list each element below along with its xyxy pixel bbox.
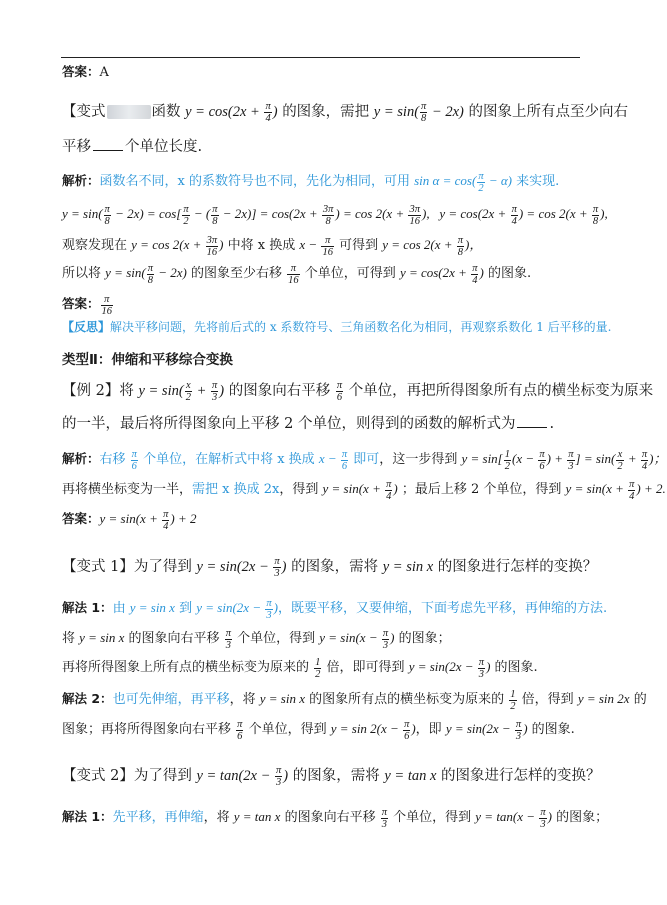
math-formula: y = sin( $\frac{\pi}{8}$ − 2x)	[373, 101, 464, 125]
observe-line: 观察发现在 y = cos 2(x + $\frac{3\pi}{16}$ ) 中将 x 换成 x − $\frac{\pi}{16}$ 可得到 y = cos 2(x + $\frac{\pi}{8}$ )，	[62, 234, 483, 258]
answer-label: 答案：	[62, 296, 100, 311]
method-label: 解法 1：	[62, 809, 113, 824]
derivation-line	[62, 203, 608, 227]
header-rule	[61, 57, 580, 58]
answer-1-line: 答案： $\frac{\pi}{16}$	[62, 293, 113, 317]
method-label: 解法 2：	[62, 691, 113, 706]
example-tag: 【例 2】	[62, 383, 120, 399]
example-2-line-1: 【例 2】将 y = sin( $\frac{x}{2}$ + $\frac{\pi}{3}$ ) 的图象向右平移 $\frac{\pi}{6}$ 个单位，再把所得图象所有点的横坐标变为原来	[62, 380, 654, 404]
variant-line-1: 【变式 函数 y = cos(2x + $\frac{\pi}{4}$ ) 的图象，需把 y = sin( $\frac{\pi}{8}$ − 2x) 的图象上所有点至少向右	[62, 101, 628, 125]
variant-2-line: 【变式 2】为了得到 y = tan(2x − $\frac{\pi}{3}$ ) 的图象，需将 y = tan x 的图象进行怎样的变换？	[62, 765, 601, 789]
solution-label: 解析：	[62, 451, 100, 466]
variant-tag: 【变式 2】	[62, 768, 134, 784]
method-2-line-2: 图象；再将所得图象向右平移 $\frac{\pi}{6}$ 个单位，得到 y = sin 2(x − $\frac{\pi}{6}$ )，即 y = sin(2x − $\frac{\pi}{3}$ ) 的图象.	[62, 718, 575, 742]
variant-tag: 【变式 1】	[62, 559, 134, 575]
method-1-line-3: 再将所得图象上所有点的横坐标变为原来的 $\frac{1}{2}$ 倍，即可得到 y = sin(2x − $\frac{\pi}{3}$ ) 的图象.	[62, 656, 538, 680]
method-label: 解法 1：	[62, 600, 113, 615]
solution-label: 解析：	[62, 173, 100, 188]
redacted-block	[107, 105, 151, 119]
variant-line-2: 平移 个单位长度.	[62, 136, 202, 158]
solution-2-line-1: 解析：右移 $\frac{\pi}{6}$ 个单位，在解析式中将 x 换成 x − $\frac{\pi}{6}$ 即可，这一步得到 y = sin[ $\frac{1}{2}$ (x − $\frac{\pi}{6}$ ) + $\frac{\pi}{3}$ ] = sin( $\frac{x}{2}$ + $\frac{\pi}{4}$ )；	[62, 448, 667, 472]
example-2-line-2: 的一半，最后将所得图象向上平移 2 个单位，则得到的函数的解析式为 .	[62, 413, 554, 435]
math-formula: y = cos(2x + $\frac{\pi}{4}$ )	[185, 101, 278, 125]
reflection-label: 【反思】	[62, 320, 111, 334]
answer-2-line: 答案：y = sin(x + $\frac{\pi}{4}$ ) + 2	[62, 508, 197, 532]
fill-blank	[517, 413, 547, 428]
reflection-line: 【反思】解决平移问题，先将前后式的 x 系数符号、三角函数名化为相同，再观察系数化 1 后平移的量.	[62, 320, 612, 334]
answer-value: A	[99, 65, 109, 80]
method-2-line-1: 解法 2：也可先伸缩，再平移，将 y = sin x 的图象所有点的横坐标变为原来的 $\frac{1}{2}$ 倍，得到 y = sin 2x 的	[62, 688, 647, 712]
method-1-line-1: 解法 1：由 y = sin x 到 y = sin(2x − $\frac{\pi}{3}$ )，既要平移，又要伸缩，下面考虑先平移，再伸缩的方法.	[62, 597, 608, 621]
math-formula: y = sin( $\frac{\pi}{8}$ − 2x) = cos[ $\frac{\pi}{2}$ − ( $\frac{\pi}{8}$ − 2x)] = cos(2x + $\frac{3\pi}{8}$ ) = cos 2(x + $\frac{3\pi}{16}$ ), y = cos(2x + $\frac{\pi}{4}$ ) = cos 2(x + $\frac{\pi}{8}$ ),	[62, 203, 608, 227]
math-formula: sin α = cos( $\frac{\pi}{2}$ − α)	[414, 170, 513, 194]
method-3-line-1: 解法 1：先平移，再伸缩，将 y = tan x 的图象向右平移 $\frac{\pi}{3}$ 个单位，得到 y = tan(x − $\frac{\pi}{3}$ ) 的图象；	[62, 806, 609, 830]
answer-label: 答案：	[62, 64, 100, 79]
answer-label: 答案：	[62, 511, 100, 526]
variant-1-line: 【变式 1】为了得到 y = sin(2x − $\frac{\pi}{3}$ ) 的图象，需将 y = sin x 的图象进行怎样的变换？	[62, 556, 598, 580]
answer-line	[62, 61, 109, 84]
variant-tag: 【变式	[62, 104, 106, 120]
method-1-line-2: 将 y = sin x 的图象向右平移 $\frac{\pi}{3}$ 个单位，得到 y = sin(x − $\frac{\pi}{3}$ ) 的图象；	[62, 627, 451, 651]
fill-blank	[93, 136, 123, 151]
conclusion-line: 所以将 y = sin( $\frac{\pi}{8}$ − 2x) 的图象至少右移 $\frac{\pi}{16}$ 个单位，可得到 y = cos(2x + $\frac{\pi}{4}$ ) 的图象.	[62, 262, 532, 286]
solution-hint-line: 解析：函数名不同，x 的系数符号也不同，先化为相同，可用 sin α = cos( $\frac{\pi}{2}$ − α) 来实现.	[62, 170, 560, 194]
solution-2-line-2: 再将横坐标变为一半，需把 x 换成 2x，得到 y = sin(x + $\frac{\pi}{4}$ ) ；最后上移 2 个单位，得到 y = sin(x + $\frac{\pi}{4}$ ) + 2.	[62, 478, 666, 502]
section-title: 类型Ⅱ：伸缩和平移综合变换	[62, 352, 233, 368]
